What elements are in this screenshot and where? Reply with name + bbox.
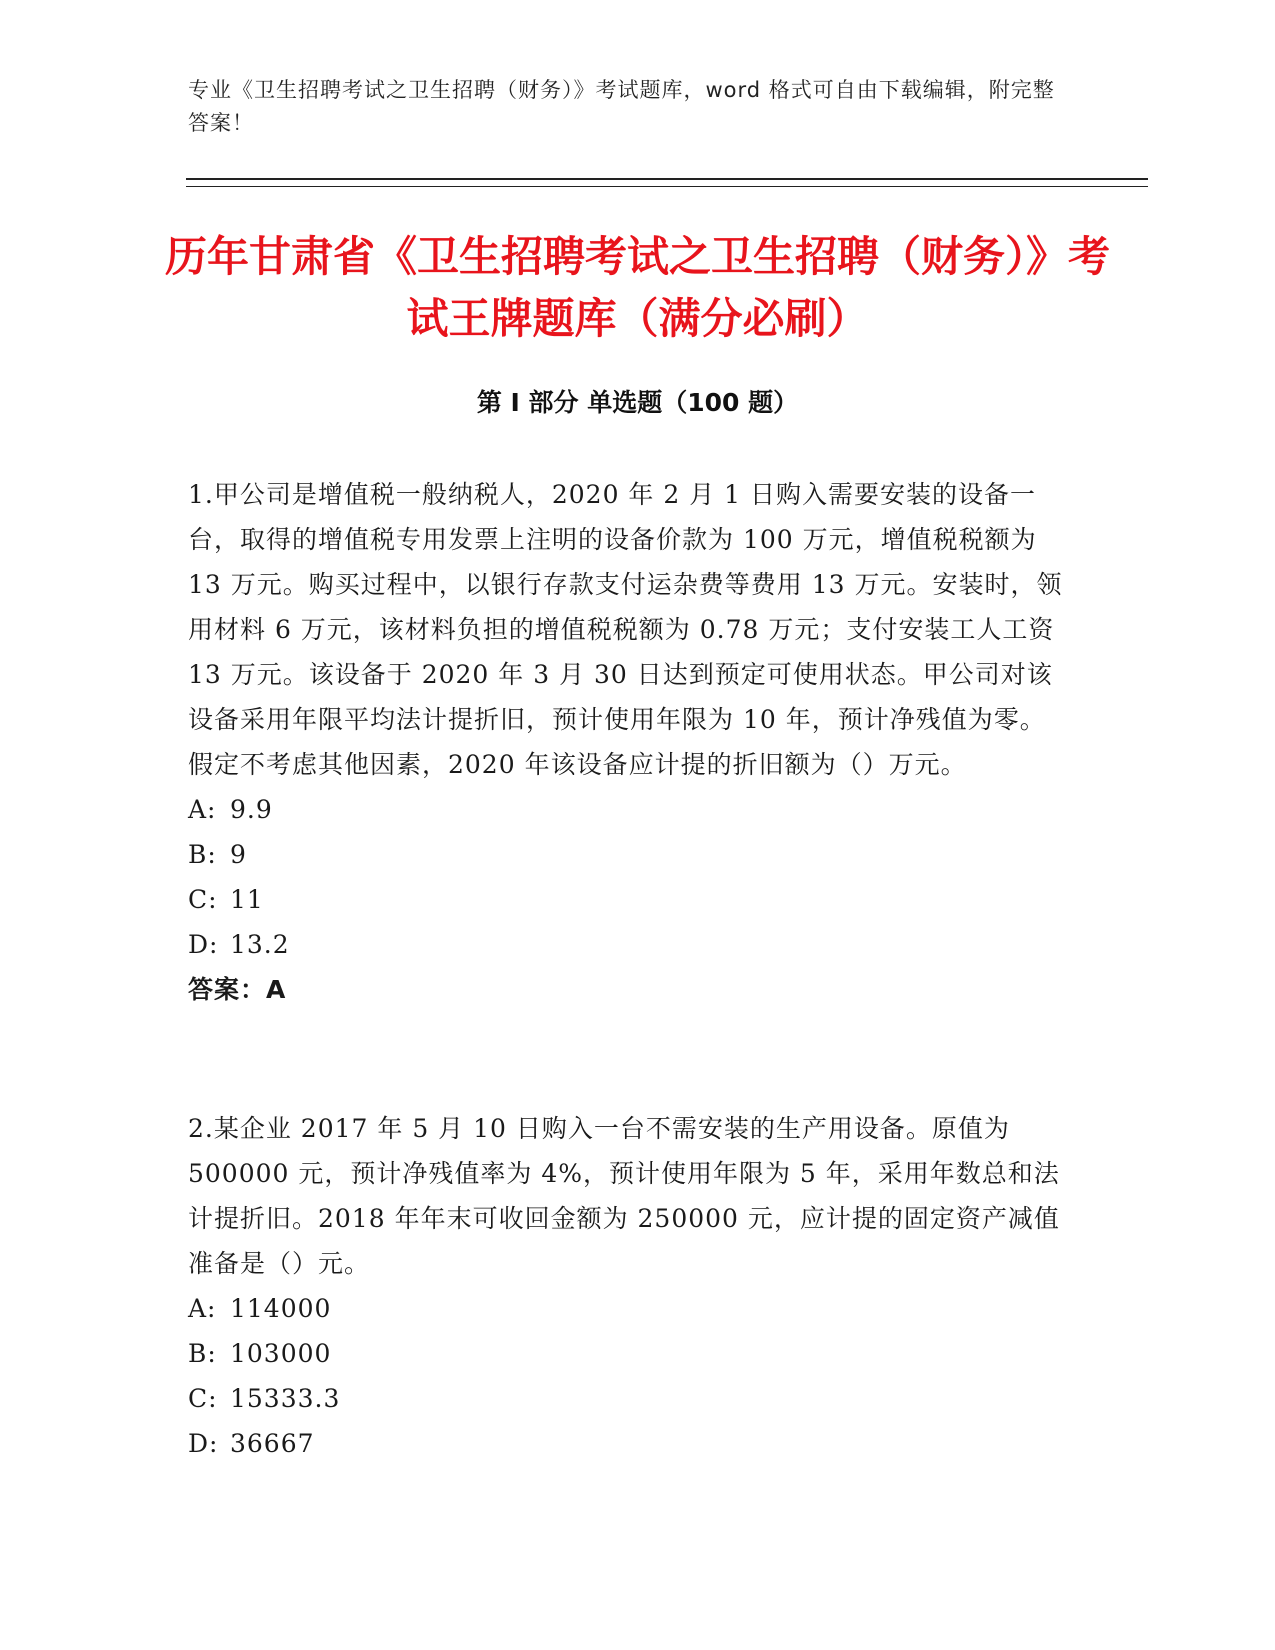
- option-label: D:: [188, 930, 219, 959]
- option-label: D:: [188, 1429, 219, 1458]
- option-text: 9: [230, 840, 247, 869]
- option-label: A:: [188, 795, 217, 824]
- option-c: [188, 877, 1068, 922]
- option-text: 9.9: [230, 795, 273, 824]
- option-text: 36667: [230, 1429, 315, 1458]
- answer-text: 答案：A: [188, 975, 287, 1004]
- option-b: [188, 832, 1068, 877]
- question-stem: 1.甲公司是增值税一般纳税人，2020 年 2 月 1 日购入需要安装的设备一台，取得的增值税专用发票上注明的设备价款为 100 万元，增值税税额为 13 万元。购买过程中，以银行存款支付运杂费等费用 13 万元。安装时，领用材料 6 万元，该材料负担的增值税税额为 0.78 万元；支付安装工人工资 13 万元。该设备于 2020 年 3 月 30 日达到预定可使用状态。甲公司对该设备采用年限平均法计提折旧，预计使用年限为 10 年，预计净残值为零。假定不考虑其他因素，2020 年该设备应计提的折旧额为（）万元。: [188, 480, 1063, 779]
- option-c: [188, 1376, 1068, 1421]
- question-stem: 2.某企业 2017 年 5 月 10 日购入一台不需安装的生产用设备。原值为 500000 元，预计净残值率为 4%，预计使用年限为 5 年，采用年数总和法计提折旧。2018 年年末可收回金额为 250000 元，应计提的固定资产减值准备是（）元。: [188, 1114, 1060, 1278]
- document-title: 历年甘肃省《卫生招聘考试之卫生招聘（财务）》考试王牌题库（满分必刷）: [164, 232, 1110, 343]
- option-text: 103000: [230, 1339, 332, 1368]
- option-d: [188, 922, 1068, 967]
- question-2: [188, 1106, 1068, 1466]
- option-label: B:: [188, 840, 217, 869]
- header-divider-thin: [186, 186, 1148, 187]
- option-list: [188, 787, 1068, 967]
- option-label: C:: [188, 885, 218, 914]
- option-text: 15333.3: [230, 1384, 341, 1413]
- option-label: C:: [188, 1384, 218, 1413]
- option-list: [188, 1286, 1068, 1466]
- question-1: [188, 472, 1068, 1012]
- header-divider-thick: [186, 178, 1148, 180]
- header-note: 专业《卫生招聘考试之卫生招聘（财务）》考试题库，word 格式可自由下载编辑，附完整答案！: [188, 78, 1055, 135]
- option-a: [188, 787, 1068, 832]
- option-text: 13.2: [230, 930, 290, 959]
- option-b: [188, 1331, 1068, 1376]
- option-text: 11: [230, 885, 264, 914]
- option-label: A:: [188, 1294, 217, 1323]
- option-d: [188, 1421, 1068, 1466]
- option-label: B:: [188, 1339, 217, 1368]
- option-a: [188, 1286, 1068, 1331]
- option-text: 114000: [230, 1294, 332, 1323]
- section-title: 第 I 部分 单选题（100 题）: [476, 388, 799, 417]
